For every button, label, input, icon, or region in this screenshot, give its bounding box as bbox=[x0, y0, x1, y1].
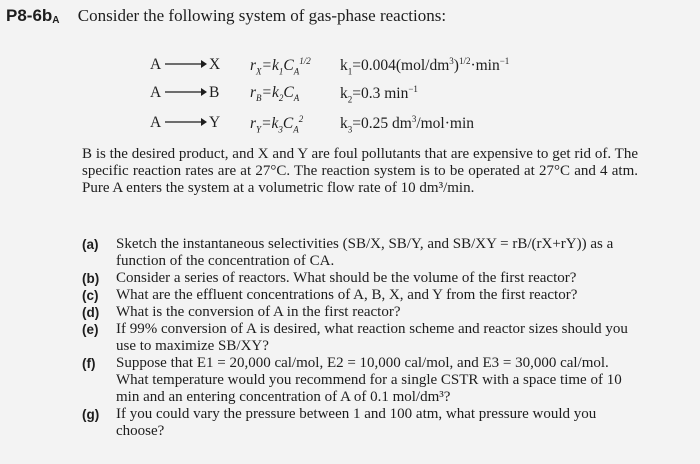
question-label: (a) bbox=[82, 237, 99, 252]
question-item bbox=[82, 236, 642, 270]
question-list bbox=[82, 236, 642, 440]
question-item bbox=[82, 321, 642, 355]
question-text: If you could vary the pressure between 1 and 100 atm, what pressure would you choose? bbox=[116, 406, 597, 439]
rate-constant: $k_3=0.25$ $dm^3/mol\cdot\min$ bbox=[340, 114, 475, 135]
question-text: If 99% conversion of A is desired, what reaction scheme and reactor sizes should you use to maximize SB/XY? bbox=[116, 321, 628, 354]
question-item bbox=[82, 355, 642, 406]
question-text: Suppose that E1 = 20,000 cal/mol, E2 = 10,000 cal/mol, and E3 = 30,000 cal/mol. What temperature would you recommend for a single CSTR with a space time of 10 min and an entering concentration of A of 0.1 mol/dm³? bbox=[116, 355, 622, 405]
product: X bbox=[209, 56, 221, 73]
problem-number: P8-6b bbox=[6, 6, 53, 25]
reactant: A bbox=[150, 56, 162, 73]
question-item bbox=[82, 406, 642, 440]
question-text: Sketch the instantaneous selectivities (SB/X, SB/Y, and SB/XY = rB/(rX+rY)) as a function of the concentration of CA. bbox=[116, 236, 614, 269]
rate-law: $r_X=k_1C_A^{1/2}$ bbox=[250, 56, 311, 77]
question-label: (d) bbox=[82, 305, 100, 320]
arrow-icon bbox=[165, 85, 207, 104]
question-label: (b) bbox=[82, 271, 100, 286]
rate-law: $r_Y=k_3C_A^2$ bbox=[250, 114, 304, 135]
problem-heading: Consider the following system of gas-phase reactions: bbox=[77, 6, 447, 25]
question-item bbox=[82, 287, 642, 304]
product: B bbox=[209, 84, 220, 101]
rate-law: $r_B=k_2C_A$ bbox=[250, 84, 300, 104]
problem-level: A bbox=[52, 15, 60, 26]
question-text: Consider a series of reactors. What should be the volume of the first reactor? bbox=[116, 270, 577, 286]
problem-title bbox=[6, 6, 446, 26]
question-text: What are the effluent concentrations of A, B, X, and Y from the first reactor? bbox=[116, 287, 578, 303]
question-item bbox=[82, 270, 642, 287]
rate-constant: $k_1=0.004(mol/dm^3)^{1/2}\cdot\min^{-1}$ bbox=[340, 56, 510, 77]
product: Y bbox=[209, 114, 221, 131]
rate-constant: $k_2=0.3$ $\min^{-1}$ bbox=[340, 84, 418, 105]
question-label: (f) bbox=[82, 356, 96, 371]
arrow-icon bbox=[165, 115, 207, 134]
question-label: (g) bbox=[82, 407, 100, 422]
problem-description: B is the desired product, and X and Y are foul pollutants that are expensive to get rid of. The specific reaction rates are at 27°C. The reaction system is to be operated at 27°C and 4 atm. Pure A enters the system at a volumetric flow rate of 10 dm³/min. bbox=[82, 146, 638, 196]
reactant: A bbox=[150, 114, 162, 131]
question-text: What is the conversion of A in the first reactor? bbox=[116, 304, 401, 320]
question-item bbox=[82, 304, 642, 321]
question-label: (e) bbox=[82, 322, 99, 337]
arrow-icon bbox=[165, 57, 207, 76]
question-label: (c) bbox=[82, 288, 99, 303]
reactant: A bbox=[150, 84, 162, 101]
